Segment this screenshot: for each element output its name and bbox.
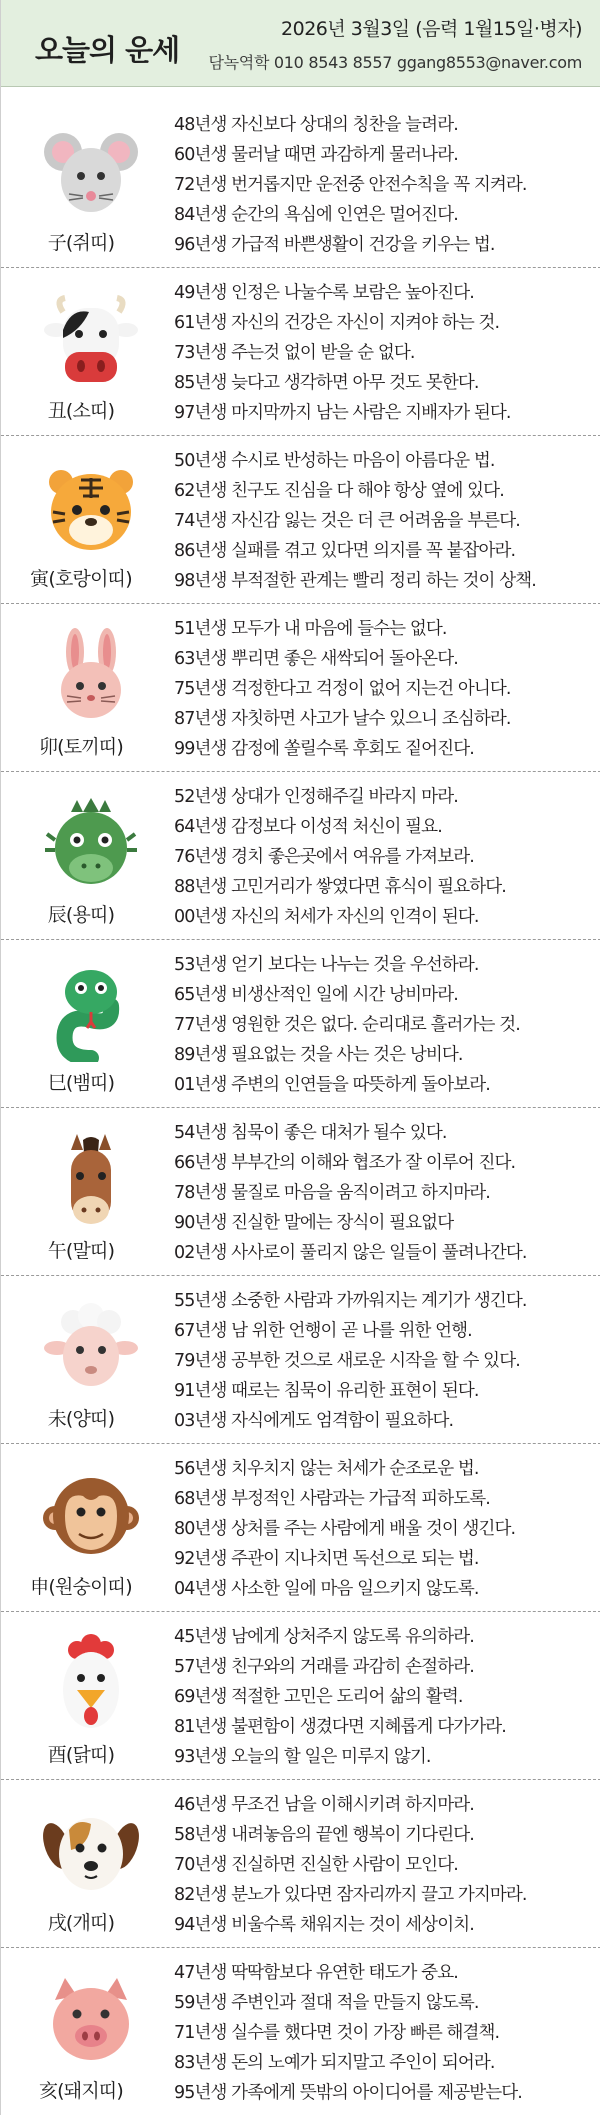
fortune-line: 69년생 적절한 고민은 도리어 삶의 활력. [174,1687,463,1707]
rooster-face-icon [41,1634,141,1734]
zodiac-label: 酉(닭띠) [47,1744,115,1766]
zodiac-section [1,1108,600,1276]
contact-line: 담녹역학 010 8543 8557 ggang8553@naver.com [208,53,582,72]
fortune-line: 45년생 남에게 상처주지 않도록 유의하라. [174,1627,474,1647]
zodiac-section [1,1948,600,2116]
zodiac-label: 戌(개띠) [47,1912,115,1934]
fortune-line: 73년생 주는것 없이 받을 순 없다. [174,343,415,363]
fortune-line: 01년생 주변의 인연들을 따뜻하게 돌아보라. [174,1075,490,1095]
fortune-line: 67년생 남 위한 언행이 곧 나를 위한 언행. [174,1321,472,1341]
fortune-list [174,1790,589,1940]
fortune-line: 94년생 비울수록 채워지는 것이 세상이치. [174,1915,474,1935]
horse-face-icon [41,1130,141,1230]
fortune-list [174,950,589,1100]
fortune-line: 92년생 주관이 지나치면 독선으로 되는 법. [174,1549,479,1569]
zodiac-label: 丑(소띠) [47,400,115,422]
zodiac-section [1,772,600,940]
fortune-line: 78년생 물질로 마음을 움직이려고 하지마라. [174,1183,490,1203]
fortune-line: 58년생 내려놓음의 끝엔 행복이 기다린다. [174,1825,474,1845]
fortune-line: 80년생 상처를 주는 사람에게 배울 것이 생긴다. [174,1519,516,1539]
zodiac-section [1,268,600,436]
fortune-line: 63년생 뿌리면 좋은 새싹되어 돌아온다. [174,649,458,669]
fortune-line: 70년생 진실하면 진실한 사람이 모인다. [174,1855,458,1875]
zodiac-label: 寅(호랑이띠) [30,568,132,590]
fortune-line: 89년생 필요없는 것을 사는 것은 낭비다. [174,1045,463,1065]
fortune-line: 51년생 모두가 내 마음에 들수는 없다. [174,619,447,639]
fortune-list [174,1454,589,1604]
rat-face-icon [41,122,141,222]
fortune-line: 83년생 돈의 노예가 되지말고 주인이 되어라. [174,2053,495,2073]
fortune-line: 85년생 늦다고 생각하면 아무 것도 못한다. [174,373,479,393]
fortune-line: 61년생 자신의 건강은 자신이 지켜야 하는 것. [174,313,500,333]
monkey-face-icon [41,1466,141,1566]
zodiac-label: 辰(용띠) [47,904,115,926]
fortune-line: 93년생 오늘의 할 일은 미루지 않기. [174,1747,431,1767]
dog-face-icon [41,1802,141,1902]
fortune-line: 95년생 가족에게 뜻밖의 아이디어를 제공받는다. [174,2083,522,2103]
fortune-line: 91년생 때로는 침묵이 유리한 표현이 된다. [174,1381,479,1401]
zodiac-section [1,436,600,604]
fortune-line: 99년생 감정에 쏠릴수록 후회도 짙어진다. [174,739,474,759]
fortune-line: 87년생 자칫하면 사고가 날수 있으니 조심하라. [174,709,511,729]
fortune-line: 84년생 순간의 욕심에 인연은 멀어진다. [174,205,458,225]
fortune-line: 02년생 사사로이 풀리지 않은 일들이 풀려나간다. [174,1243,527,1263]
fortune-line: 49년생 인정은 나눌수록 보람은 높아진다. [174,283,474,303]
fortune-line: 00년생 자신의 처세가 자신의 인격이 된다. [174,907,479,927]
zodiac-label: 卯(토끼띠) [38,736,124,758]
zodiac-section [1,1276,600,1444]
fortune-line: 47년생 딱딱함보다 유연한 태도가 중요. [174,1963,458,1983]
cow-face-icon [41,290,141,390]
fortune-line: 77년생 영원한 것은 없다. 순리대로 흘러가는 것. [174,1015,520,1035]
date-line: 2026년 3월3일 (음력 1월15일·병자) [281,18,582,40]
fortune-line: 52년생 상대가 인정해주길 바라지 마라. [174,787,458,807]
tiger-face-icon [41,458,141,558]
rabbit-face-icon [41,626,141,726]
fortune-line: 79년생 공부한 것으로 새로운 시작을 할 수 있다. [174,1351,520,1371]
fortune-line: 88년생 고민거리가 쌓였다면 휴식이 필요하다. [174,877,506,897]
zodiac-label: 申(원숭이띠) [30,1576,132,1598]
fortune-list [174,614,589,764]
zodiac-section [1,1612,600,1780]
fortune-line: 66년생 부부간의 이해와 협조가 잘 이루어 진다. [174,1153,516,1173]
fortune-list [174,782,589,932]
fortune-line: 81년생 불편함이 생겼다면 지혜롭게 다가가라. [174,1717,506,1737]
fortune-line: 75년생 걱정한다고 걱정이 없어 지는건 아니다. [174,679,511,699]
dragon-face-icon [41,794,141,894]
fortune-line: 86년생 실패를 겪고 있다면 의지를 꼭 붙잡아라. [174,541,516,561]
zodiac-label: 亥(돼지띠) [38,2080,124,2102]
fortune-line: 53년생 얻기 보다는 나누는 것을 우선하라. [174,955,479,975]
fortune-line: 54년생 침묵이 좋은 대처가 될수 있다. [174,1123,447,1143]
fortune-list [174,1958,589,2108]
sheep-face-icon [41,1298,141,1398]
fortune-list [174,446,589,596]
fortune-line: 65년생 비생산적인 일에 시간 낭비마라. [174,985,458,1005]
fortune-line: 74년생 자신감 잃는 것은 더 큰 어려움을 부른다. [174,511,520,531]
zodiac-section [1,1444,600,1612]
fortune-line: 82년생 분노가 있다면 잠자리까지 끌고 가지마라. [174,1885,527,1905]
fortune-line: 50년생 수시로 반성하는 마음이 아름다운 법. [174,451,495,471]
fortune-line: 62년생 친구도 진심을 다 해야 항상 옆에 있다. [174,481,504,501]
zodiac-section [1,604,600,772]
fortune-line: 55년생 소중한 사람과 가까워지는 계기가 생긴다. [174,1291,527,1311]
zodiac-section [1,100,600,268]
fortune-list [174,1622,589,1772]
zodiac-section [1,1780,600,1948]
header-banner [1,0,600,87]
zodiac-label: 午(말띠) [47,1240,115,1262]
fortune-line: 98년생 부적절한 관계는 빨리 정리 하는 것이 상책. [174,571,536,591]
fortune-list [174,278,589,428]
fortune-line: 72년생 번거롭지만 운전중 안전수칙을 꼭 지켜라. [174,175,527,195]
snake-icon [41,962,141,1062]
fortune-list [174,1286,589,1436]
fortune-line: 90년생 진실한 말에는 장식이 필요없다 [174,1213,454,1233]
zodiac-list [1,100,600,2116]
fortune-line: 64년생 감정보다 이성적 처신이 필요. [174,817,442,837]
page-title: 오늘의 운세 [35,33,180,67]
fortune-line: 46년생 무조건 남을 이해시키려 하지마라. [174,1795,474,1815]
fortune-line: 96년생 가급적 바쁜생활이 건강을 키우는 법. [174,235,495,255]
zodiac-label: 巳(뱀띠) [47,1072,115,1094]
zodiac-label: 子(쥐띠) [47,232,115,254]
zodiac-section [1,940,600,1108]
fortune-line: 57년생 친구와의 거래를 과감히 손절하라. [174,1657,474,1677]
fortune-line: 04년생 사소한 일에 마음 일으키지 않도록. [174,1579,479,1599]
fortune-line: 68년생 부정적인 사람과는 가급적 피하도록. [174,1489,490,1509]
fortune-line: 76년생 경치 좋은곳에서 여유를 가져보라. [174,847,474,867]
zodiac-label: 未(양띠) [47,1408,115,1430]
fortune-list [174,110,589,260]
fortune-line: 97년생 마지막까지 남는 사람은 지배자가 된다. [174,403,511,423]
fortune-line: 59년생 주변인과 절대 적을 만들지 않도록. [174,1993,479,2013]
fortune-line: 71년생 실수를 했다면 것이 가장 빠른 해결책. [174,2023,500,2043]
fortune-list [174,1118,589,1268]
fortune-line: 60년생 물러날 때면 과감하게 물러나라. [174,145,458,165]
fortune-line: 03년생 자식에게도 엄격함이 필요하다. [174,1411,454,1431]
pig-face-icon [41,1970,141,2070]
fortune-line: 48년생 자신보다 상대의 칭찬을 늘려라. [174,115,458,135]
fortune-line: 56년생 치우치지 않는 처세가 순조로운 법. [174,1459,479,1479]
